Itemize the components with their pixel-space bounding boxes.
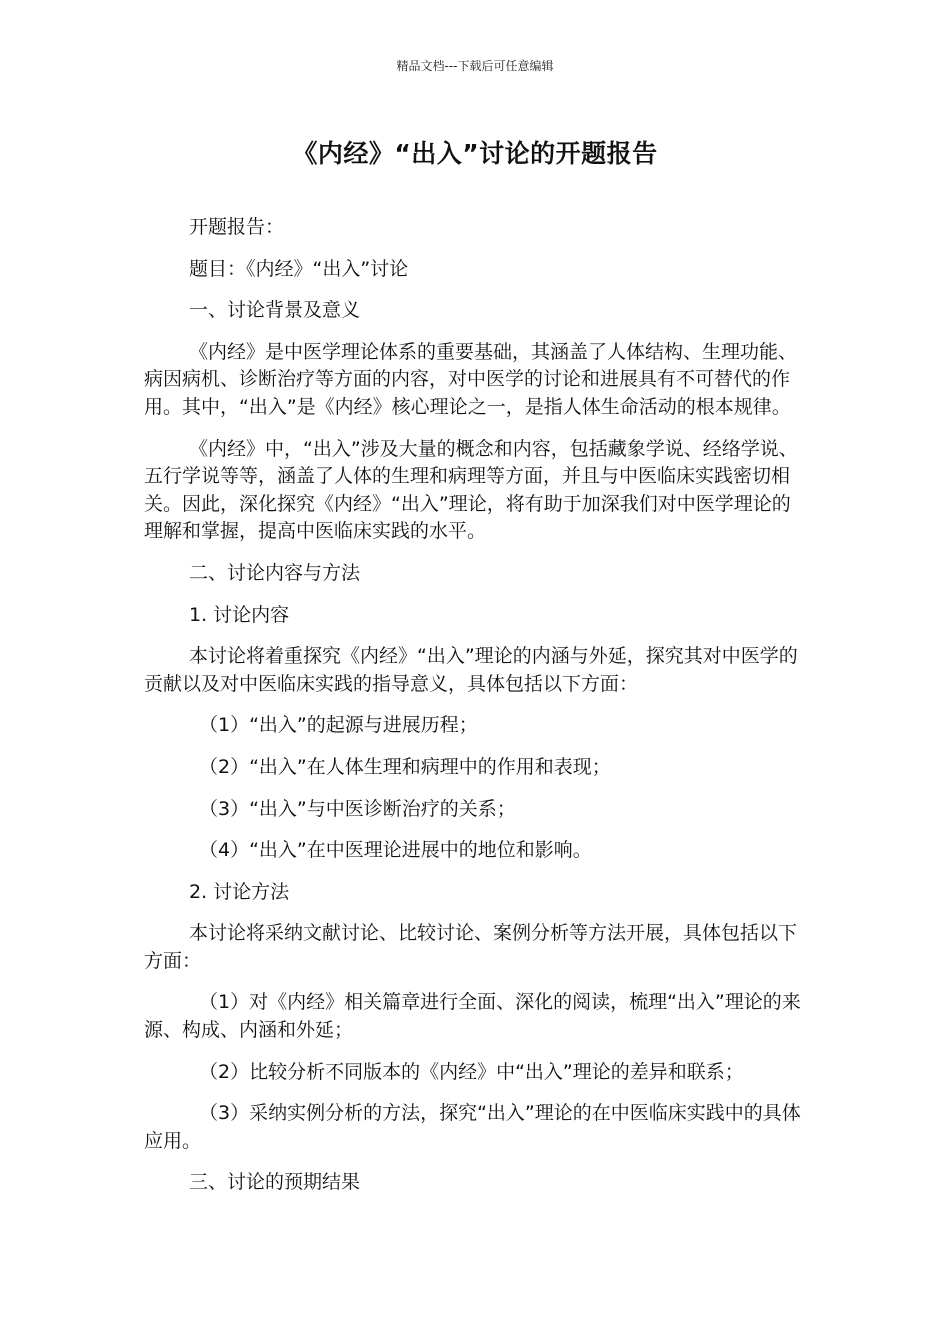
list-item: （2）“出入”在人体生理和病理中的作用和表现； [199,755,611,778]
page-header: 精品文档---下载后可任意编辑 [396,59,554,73]
body-paragraph: 本讨论将着重探究《内经》“出入”理论的内涵与外延，探究其对中医学的贡献以及对中医临床实践的指导意义，具体包括以下方面： [144,645,798,695]
subsection-heading-content: 1. 讨论内容 [189,603,290,626]
list-item: （3）采纳实例分析的方法，探究“出入”理论的在中医临床实践中的具体应用。 [144,1102,801,1152]
list-item: （1）“出入”的起源与进展历程； [199,714,478,737]
section-heading-3: 三、讨论的预期结果 [189,1171,361,1194]
body-paragraph: 《内经》是中医学理论体系的重要基础，其涵盖了人体结构、生理功能、病因病机、诊断治疗等方面的内容，对中医学的讨论和进展具有不可替代的作用。其中，“出入”是《内经》核心理论之一，是指人体生命活动的根本规律。 [144,340,798,418]
topic-line: 题目：《内经》“出入”讨论 [189,257,409,280]
section-heading-2: 二、讨论内容与方法 [189,561,361,584]
report-label: 开题报告： [189,216,285,238]
list-item: （3）“出入”与中医诊断治疗的关系； [199,797,516,820]
body-paragraph: 本讨论将采纳文献讨论、比较讨论、案例分析等方法开展，具体包括以下方面： [144,922,798,972]
document-body [144,214,806,1211]
subsection-heading-method: 2. 讨论方法 [189,880,290,903]
list-item: （1）对《内经》相关篇章进行全面、深化的阅读，梳理“出入”理论的来源、构成、内涵和外延； [144,991,801,1042]
document-title: 《内经》“出入”讨论的开题报告 [292,139,658,168]
section-heading-1: 一、讨论背景及意义 [189,299,361,322]
body-paragraph: 《内经》中，“出入”涉及大量的概念和内容，包括藏象学说、经络学说、五行学说等等，涵盖了人体的生理和病理等方面，并且与中医临床实践密切相关。因此，深化探究《内经》“出入”理论，将有助于加深我们对中医学理论的理解和掌握，提高中医临床实践的水平。 [144,437,798,543]
list-item: （2）比较分析不同版本的《内经》中“出入”理论的差异和联系； [199,1060,744,1083]
list-item: （4）“出入”在中医理论进展中的地位和影响。 [199,839,592,862]
